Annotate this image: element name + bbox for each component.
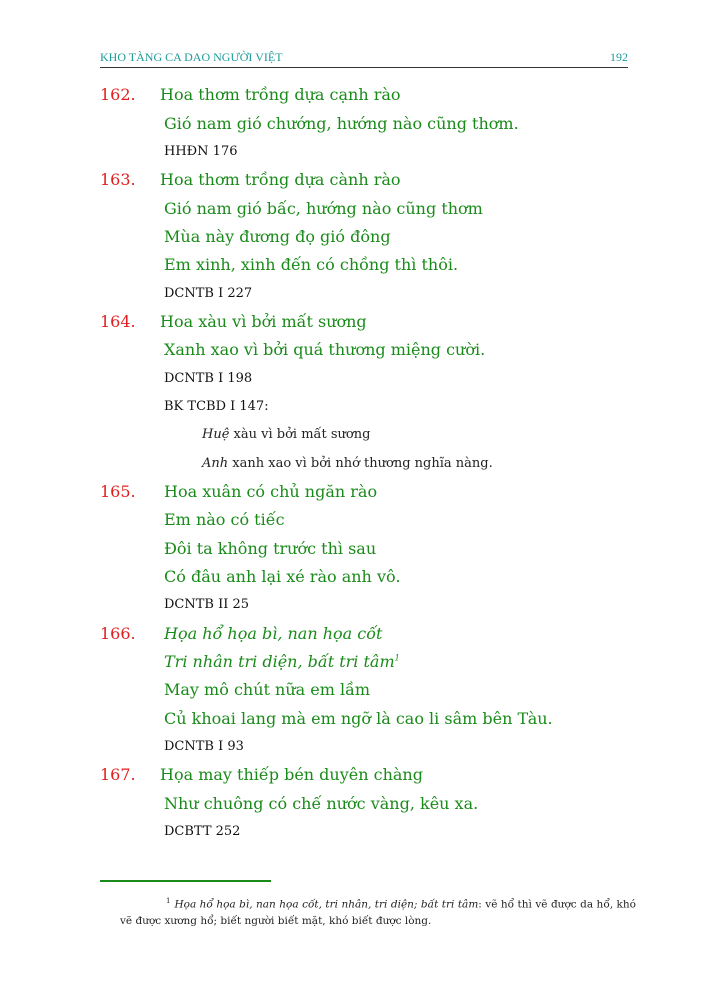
verse-line: Củ khoai lang mà em ngỡ là cao li sâm bên Tàu. — [164, 709, 553, 728]
variant-emphasis: Anh — [202, 456, 229, 471]
verse-line: Đôi ta không trước thì sau — [164, 539, 377, 558]
entry-number: 165. — [100, 482, 136, 501]
source-ref: DCBTT 252 — [164, 824, 241, 839]
variant-text: xanh xao vì bởi nhớ thương nghĩa nàng. — [228, 456, 493, 471]
footnote — [120, 893, 636, 929]
verse-line: Hoa thơm trồng dựa cành rào — [160, 170, 401, 189]
verse-line: Gió nam gió chướng, hướng nào cũng thơm. — [164, 114, 519, 133]
verse-line: May mô chút nữa em lầm — [164, 680, 371, 699]
source-ref: DCNTB I 198 — [164, 371, 253, 386]
entry-number: 166. — [100, 624, 136, 643]
verse-line: Họa hổ họa bì, nan họa cốt — [164, 624, 383, 643]
source-ref: DCNTB II 25 — [164, 597, 250, 612]
verse-line: Hoa xàu vì bởi mất sương — [160, 312, 367, 331]
verse-line: Hoa thơm trồng dựa cạnh rào — [160, 85, 401, 104]
verse-line: Gió nam gió bấc, hướng nào cũng thơm — [164, 199, 483, 218]
entry-number: 163. — [100, 170, 136, 189]
footnote-marker[interactable]: 1 — [394, 653, 400, 663]
footnote-term: Họa hổ họa bì, nan họa cốt, tri nhân, tri diện; bất tri tâm — [174, 898, 479, 911]
source-ref: HHĐN 176 — [164, 144, 238, 159]
footnote-text: : vẽ hổ thì vẽ được da hổ, khó vẽ được xương hổ; biết người biết mặt, khó biết được lòng. — [120, 898, 636, 927]
entry-number: 167. — [100, 765, 136, 784]
footnote-number: 1 — [166, 897, 171, 905]
footnote-separator — [100, 880, 271, 882]
verse-line: Em xinh, xinh đến có chồng thì thôi. — [164, 255, 459, 274]
verse-line: Hoa xuân có chủ ngăn rào — [164, 482, 378, 501]
book-title: KHO TÀNG CA DAO NGƯỜI VIỆT — [100, 50, 283, 64]
running-header — [100, 50, 628, 68]
page-number: 192 — [610, 50, 628, 64]
source-ref: BK TCBD I 147: — [164, 399, 269, 414]
entry-number: 162. — [100, 85, 136, 104]
verse-line: Như chuông có chế nước vàng, kêu xa. — [164, 794, 479, 813]
variant-line — [202, 456, 493, 471]
verse-line: Xanh xao vì bởi quá thương miệng cười. — [164, 340, 486, 359]
verse-line: Mùa này đương đọ gió đông — [164, 227, 391, 246]
variant-line — [202, 427, 370, 442]
verse-line: Em nào có tiếc — [164, 510, 285, 529]
source-ref: DCNTB I 227 — [164, 286, 253, 301]
variant-emphasis: Huệ — [202, 427, 230, 442]
variant-text: xàu vì bởi mất sương — [229, 427, 371, 442]
verse-line: Họa may thiếp bén duyên chàng — [160, 765, 423, 784]
verse-line: Có đâu anh lại xé rào anh vô. — [164, 567, 401, 586]
verse-text: Tri nhân tri diện, bất tri tâm — [164, 652, 395, 671]
source-ref: DCNTB I 93 — [164, 739, 244, 754]
verse-line — [164, 652, 400, 671]
entry-number: 164. — [100, 312, 136, 331]
